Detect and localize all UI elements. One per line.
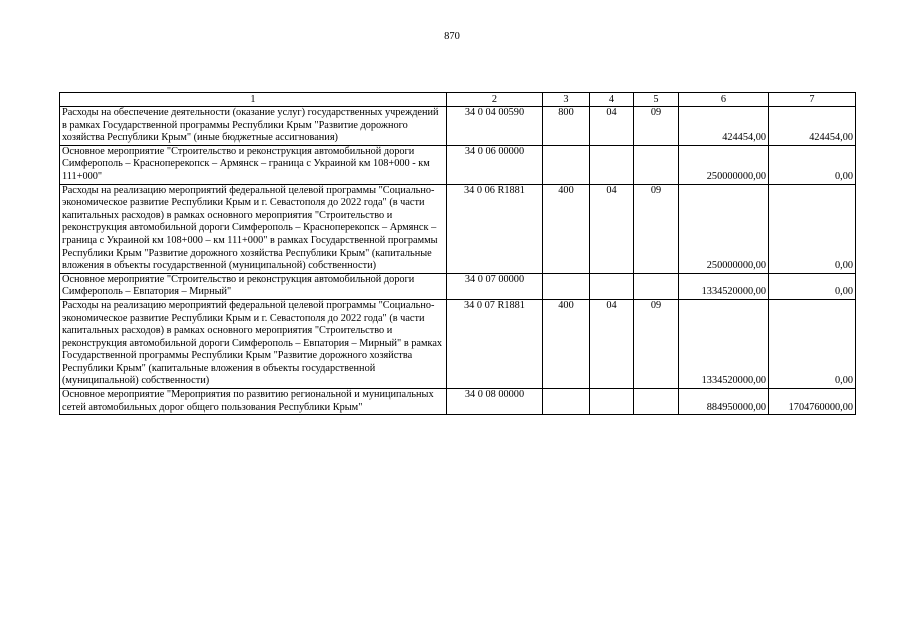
row-amount-6: 1334520000,00	[679, 273, 769, 299]
row-col5: 09	[634, 107, 679, 146]
row-amount-7: 1704760000,00	[769, 389, 856, 415]
row-amount-7: 0,00	[769, 299, 856, 388]
row-description: Основное мероприятие "Строительство и реконструкция автомобильной дороги Симферополь – Евпатория – Мирный"	[60, 273, 447, 299]
row-amount-7: 0,00	[769, 145, 856, 184]
row-amount-7: 424454,00	[769, 107, 856, 146]
column-header: 6	[679, 93, 769, 107]
table-row	[60, 107, 856, 146]
column-header: 2	[447, 93, 543, 107]
row-amount-6: 250000000,00	[679, 145, 769, 184]
row-code: 34 0 04 00590	[447, 107, 543, 146]
row-col3	[543, 145, 590, 184]
row-amount-6: 884950000,00	[679, 389, 769, 415]
budget-table	[59, 92, 856, 415]
column-header: 5	[634, 93, 679, 107]
table-row	[60, 273, 856, 299]
row-col5	[634, 389, 679, 415]
row-col3: 400	[543, 184, 590, 273]
column-header: 3	[543, 93, 590, 107]
row-code: 34 0 06 00000	[447, 145, 543, 184]
column-header: 4	[590, 93, 634, 107]
row-col4: 04	[590, 107, 634, 146]
column-header: 7	[769, 93, 856, 107]
row-description: Основное мероприятие "Строительство и реконструкция автомобильной дороги Симферополь – Красноперекопск – Армянск – граница с Украиной км 108+000 - км 111+000"	[60, 145, 447, 184]
row-col5: 09	[634, 299, 679, 388]
table-row	[60, 184, 856, 273]
row-code: 34 0 06 R1881	[447, 184, 543, 273]
row-amount-6: 424454,00	[679, 107, 769, 146]
row-code: 34 0 08 00000	[447, 389, 543, 415]
row-amount-6: 250000000,00	[679, 184, 769, 273]
table-row	[60, 299, 856, 388]
row-col3	[543, 389, 590, 415]
row-col3	[543, 273, 590, 299]
row-code: 34 0 07 00000	[447, 273, 543, 299]
table-row	[60, 389, 856, 415]
row-col4	[590, 145, 634, 184]
page-number: 870	[444, 31, 460, 42]
row-description: Расходы на реализацию мероприятий федеральной целевой программы "Социально-экономическое развитие Республики Крым и г. Севастополя до 2022 года" (в части капитальных расходов) в рамках основного мероприятия "Строительство и реконструкция автомобильной дороги Симферополь – Красноперекопск – Армянск – граница с Украиной км 108+000 – км 111+000" в рамках Государственной программы Республики Крым "Развитие дорожного хозяйства Республики Крым" (капитальные вложения в объекты государственной (муниципальной) собственности)	[60, 184, 447, 273]
row-code: 34 0 07 R1881	[447, 299, 543, 388]
row-description: Основное мероприятие "Мероприятия по развитию региональной и муниципальных сетей автомобильных дорог общего пользования Республики Крым"	[60, 389, 447, 415]
table-header-row	[60, 93, 856, 107]
row-description: Расходы на реализацию мероприятий федеральной целевой программы "Социально-экономическое развитие Республики Крым и г. Севастополя до 2022 года" (в части капитальных расходов) в рамках основного мероприятия "Строительство и реконструкция автомобильной дороги Симферополь – Евпатория – Мирный" в рамках Государственной программы Республики Крым "Развитие дорожного хозяйства Республики Крым" (капитальные вложения в объекты государственной (муниципальной) собственности)	[60, 299, 447, 388]
row-col3: 800	[543, 107, 590, 146]
row-col4: 04	[590, 184, 634, 273]
row-col3: 400	[543, 299, 590, 388]
row-amount-7: 0,00	[769, 184, 856, 273]
column-header: 1	[60, 93, 447, 107]
row-amount-6: 1334520000,00	[679, 299, 769, 388]
row-col4	[590, 273, 634, 299]
row-col5: 09	[634, 184, 679, 273]
table-row	[60, 145, 856, 184]
row-amount-7: 0,00	[769, 273, 856, 299]
row-col4: 04	[590, 299, 634, 388]
row-col4	[590, 389, 634, 415]
row-description: Расходы на обеспечение деятельности (оказание услуг) государственных учреждений в рамках Государственной программы Республики Крым "Развитие дорожного хозяйства Республики Крым" (иные бюджетные ассигнования)	[60, 107, 447, 146]
row-col5	[634, 145, 679, 184]
row-col5	[634, 273, 679, 299]
